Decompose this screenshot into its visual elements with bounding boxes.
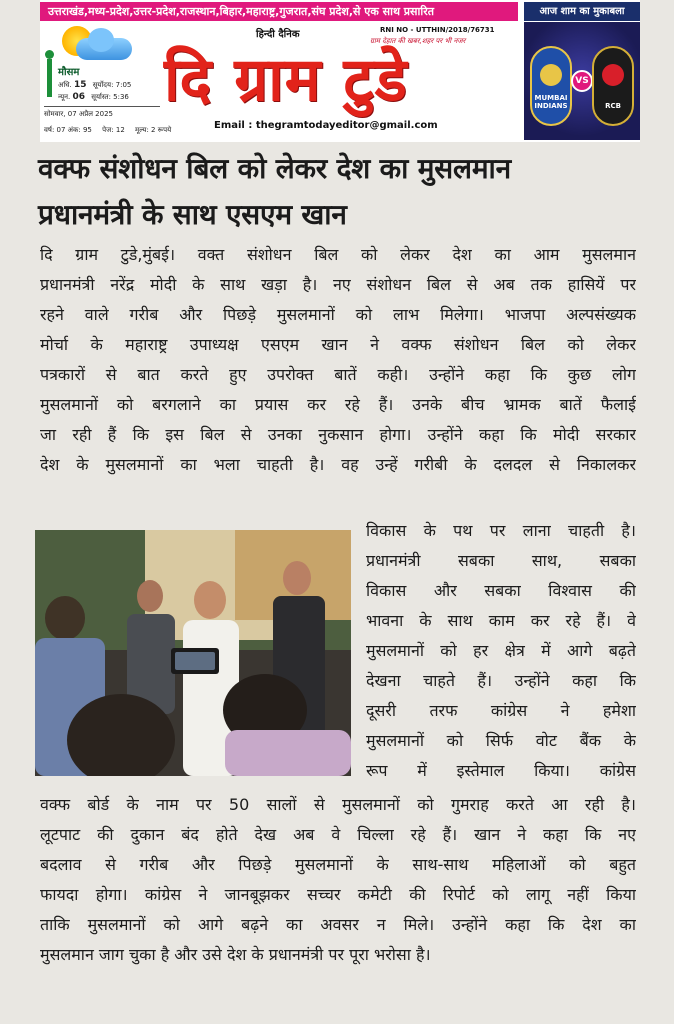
- weather-max-row: [58, 80, 131, 90]
- issue-details: [44, 126, 179, 135]
- headline-line: वक्फ संशोधन बिल को लेकर देश का मुसलमान: [38, 152, 511, 185]
- body-line: विकास के पथ पर लाना चाहती है।: [366, 521, 636, 540]
- match-promo: [524, 22, 640, 140]
- body-line: बदलाव से गरीब और पिछड़े मुसलमानों के साथ-साथ महिलाओं को बहुत: [40, 855, 636, 874]
- weather-min-value: 06: [72, 92, 86, 102]
- weather-label: मौसम: [58, 67, 80, 78]
- article-headline: [38, 146, 638, 238]
- article-body-bottom: [40, 790, 636, 970]
- body-line: विकास और सबका विश्वास की: [366, 581, 636, 600]
- article-body-top: [40, 240, 636, 480]
- paper-type: हिन्दी दैनिक: [256, 29, 300, 40]
- body-line: रूप में इस्तेमाल किया। कांग्रेस: [366, 761, 636, 780]
- body-line: रहने वाले गरीब और पिछड़े मुसलमानों को लाभ मिलेगा। भाजपा अल्पसंख्यक: [40, 305, 636, 324]
- news-photo: [35, 530, 351, 776]
- rni-number: RNI NO - UTTHIN/2018/76731: [380, 26, 495, 34]
- page-count: पेज: 12: [102, 126, 125, 134]
- divider: [44, 106, 160, 107]
- year-issue: वर्ष: 07 अंक: 95: [44, 126, 92, 134]
- body-line: प्रधानमंत्री नरेंद्र मोदी के साथ खड़ा है। नए संशोधन बिल से अब तक हासियें पर: [40, 275, 636, 294]
- weather-sunset: सूर्यास्त: 5:36: [91, 93, 129, 101]
- body-line: दि ग्राम टुडे,मुंबई। वक्त संशोधन बिल को लेकर देश का आम मुसलमान: [40, 245, 636, 264]
- issue-date: सोमवार, 07 अप्रैल 2025: [44, 110, 113, 118]
- body-line: देश के मुसलमानों का भला चाहती है। वह उन्हें गरीबी के दलदल से निकालकर: [40, 455, 636, 474]
- body-line: प्रधानमंत्री सबका साथ, सबका: [366, 551, 636, 570]
- weather-box: [40, 22, 172, 140]
- masthead: [40, 0, 640, 142]
- body-line: लूटपाट की दुकान बंद होते देख अब वे चिल्ला रहे हैं। खान ने कहा कि नए: [40, 825, 636, 844]
- vs-badge: VS: [571, 70, 593, 92]
- weather-sunrise: सूर्योदय: 7:05: [92, 81, 132, 89]
- cloud-icon: [76, 38, 132, 60]
- price: मूल्य: 2 रूपये: [135, 126, 172, 134]
- press-interaction-photo-icon: [35, 530, 351, 776]
- body-line: मोर्चा के महाराष्ट्र उपाध्यक्ष एसएम खान ने वक्फ संशोधन बिल को लेकर: [40, 335, 636, 354]
- body-line: मुसलमान जाग चुका है और उसे देश के प्रधानमंत्री पर पूरा भरोसा है।: [40, 945, 431, 964]
- weather-min-row: [58, 92, 129, 102]
- body-line: जा रही हैं कि इस बिल से उनका नुकसान होगा। उन्होंने कहा कि मोदी सरकार: [40, 425, 636, 444]
- match-promo-heading: आज शाम का मुकाबला: [524, 2, 640, 21]
- editor-email: Email : thegramtodayeditor@gmail.com: [214, 120, 438, 131]
- weather-max-label: अधि.: [58, 81, 72, 89]
- body-line: मुसलमानों को बरगलाने का प्रयास कर रहे हैं। उनके बीच भ्रामक बातें फैलाई: [40, 395, 636, 414]
- body-line: दूसरी तरफ कांग्रेस ने हमेशा: [366, 701, 636, 720]
- body-line: भावना के साथ काम कर रहे हैं। वे: [366, 611, 636, 630]
- body-line: ताकि मुसलमानों को आगे बढ़ने का अवसर न मिले। उन्होंने कहा कि देश का: [40, 915, 636, 934]
- article-body-wrap: [366, 516, 636, 786]
- rcb-logo-icon: RCB: [592, 46, 634, 126]
- body-line: मुसलमानों को हर क्षेत्र में आगे बढ़ते: [366, 641, 636, 660]
- weather-min-label: न्यून.: [58, 93, 71, 101]
- body-line: वक्फ बोर्ड के नाम पर 50 सालों से मुसलमानों को गुमराह करते आ रही है।: [40, 795, 636, 814]
- body-line: मुसलमानों को सिर्फ वोट बैंक के: [366, 731, 636, 750]
- nameplate: [164, 22, 520, 140]
- info-pin-icon: [44, 50, 54, 100]
- mumbai-indians-logo-icon: MUMBAI INDIANS: [530, 46, 572, 126]
- paper-motto: ग्राम देहात की खबर,शहर पर भी नजर: [370, 37, 466, 45]
- editions-strip: उत्तराखंड,मध्य-प्रदेश,उत्तर-प्रदेश,राजस्थान,बिहार,महाराष्ट्र,गुजरात,संघ प्रदेश,से एक साथ प्रसारित: [40, 2, 518, 21]
- headline-line: प्रधानमंत्री के साथ एसएम खान: [38, 198, 347, 231]
- weather-max-value: 15: [73, 80, 87, 90]
- body-line: देखना चाहते हैं। उन्होंने कहा कि: [366, 671, 636, 690]
- body-line: फायदा होगा। कांग्रेस ने जानबूझकर सच्चर कमेटी की रिपोर्ट को लागू नहीं किया: [40, 885, 636, 904]
- body-line: पत्रकारों से बात करते हुए उपरोक्त बातें कही। उन्होंने कहा कि कुछ लोग: [40, 365, 636, 384]
- paper-name: दि ग्राम टुडे: [164, 45, 408, 115]
